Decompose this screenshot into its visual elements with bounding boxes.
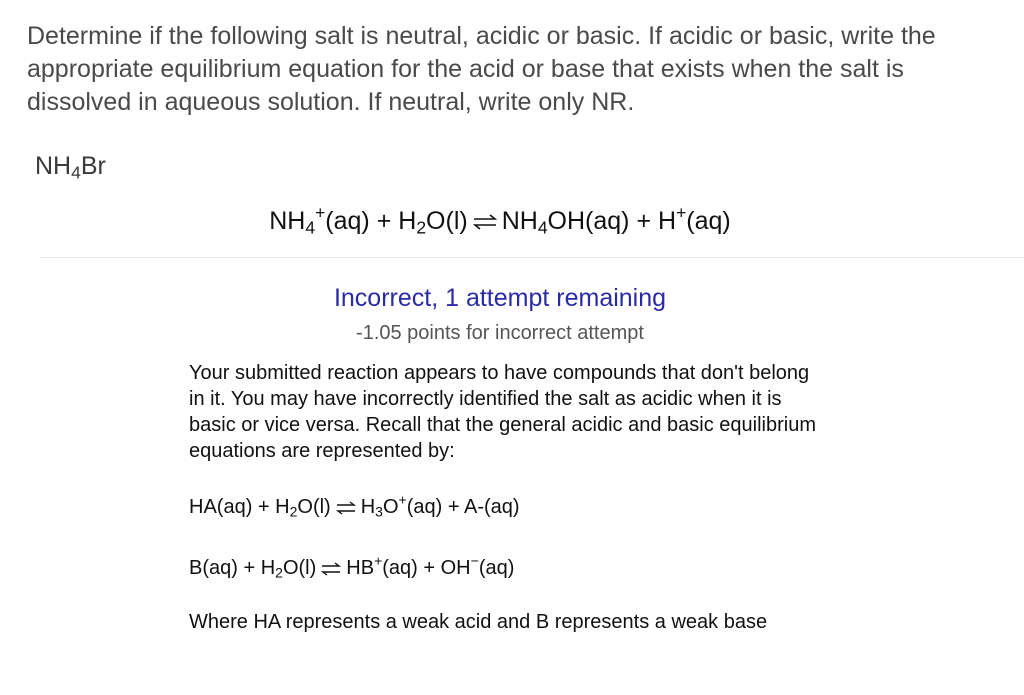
question-prompt: Determine if the following salt is neutral, acidic or basic. If acidic or basic, write the appropriate equilibrium equation for the acid or base that exists when the salt is dissolved in aqueous solution. If neutral, write only NR. bbox=[27, 22, 936, 116]
penalty-note: -1.05 points for incorrect attempt bbox=[356, 322, 644, 344]
equilibrium-arrow-icon bbox=[472, 214, 498, 230]
section-divider bbox=[40, 257, 1024, 258]
feedback-closing: Where HA represents a weak acid and B represents a weak base bbox=[189, 611, 768, 633]
submitted-answer-equation: $NH_4^+(aq) + H_2O(l) NH_4OH(aq) + H^+(aq)$ bbox=[269, 202, 731, 238]
salt-formula: $NH_4Br$ bbox=[35, 152, 106, 183]
general-base-equation: $B(aq) + H_2O(l) HB^+(aq) + OH^-(aq)$ bbox=[189, 552, 515, 581]
feedback-explanation: Your submitted reaction appears to have compounds that don't belong in it. You may have incorrectly identified the salt as acidic when it is basic or vice versa. Recall that the general acidic and basic equilibrium equations are represented by: bbox=[189, 362, 816, 462]
general-acid-equation: $HA(aq) + H_2O(l) H_3O^+(aq) + A-(aq)$ bbox=[189, 491, 520, 520]
equilibrium-arrow-icon bbox=[320, 562, 342, 576]
feedback-status: Incorrect, 1 attempt remaining bbox=[333, 284, 667, 312]
equilibrium-arrow-icon bbox=[335, 501, 357, 515]
